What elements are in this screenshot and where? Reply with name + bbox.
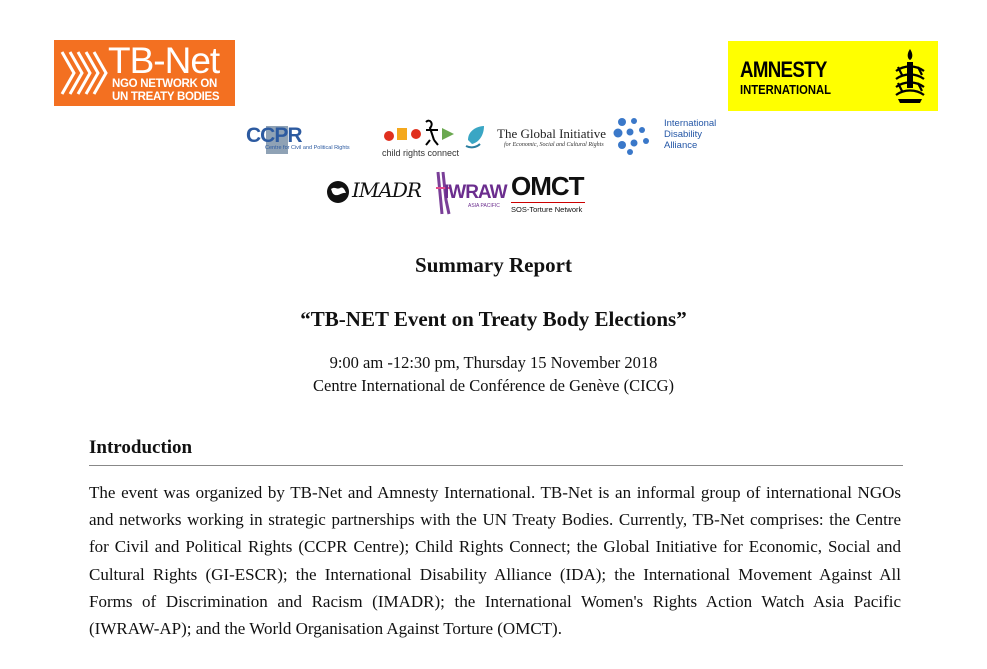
amnesty-logo [728,41,938,111]
omct-logo [511,172,591,216]
child-rights-connect-logo [382,118,458,160]
amnesty-line1: AMNESTY [740,57,827,82]
global-initiative-tagline: for Economic, Social and Cultural Rights [504,142,604,148]
iwraw-logo [434,170,507,216]
section-divider [89,465,903,466]
tbnet-stripes-icon [60,48,108,98]
ida-line2: Disability [664,129,703,140]
event-title: “TB-NET Event on Treaty Body Elections” [300,307,687,331]
global-initiative-leaf-icon [464,122,490,152]
tbnet-subtitle-line2: UN TREATY BODIES [112,91,220,103]
event-venue: Centre International de Conférence de Genève (CICG) [312,376,674,395]
imadr-logo [326,178,422,208]
global-initiative-logo [464,122,607,152]
child-rights-name: child rights connect [382,148,460,158]
event-time: 9:00 am -12:30 pm, Thursday 15 November 2018 [329,353,658,372]
ccpr-name: CCPR [246,124,302,147]
tbnet-title: TB-Net [108,40,220,81]
omct-tagline: SOS-Torture Network [511,205,583,214]
candle-barbed-wire-icon [892,47,928,105]
global-initiative-name: The Global Initiative [497,126,607,141]
tbnet-logo [54,40,235,106]
amnesty-line2: INTERNATIONAL [740,83,832,97]
iwraw-name: IWRAW [444,182,507,203]
imadr-globe-icon [326,180,350,204]
ccpr-tagline: Centre for Civil and Political Rights [265,145,350,151]
imadr-name: IMADR [352,178,421,202]
ida-line3: Alliance [664,140,698,151]
tbnet-subtitle-line1: NGO NETWORK ON [112,78,218,90]
intro-paragraph: The event was organized by TB-Net and Amnesty International. TB-Net is an informal group of international NGOs and networks working in strategic partnerships with the UN Treaty Bodies. Currently, TB-Net comprises: the Centre for Civil and Political Rights (CCPR Centre); Child Rights Connect; the Global Initiative for Economic, Social and Cultural Rights (GI-ESCR); the International Disability Alliance (IDA); the International Movement Against All Forms of Discrimination and Racism (IMADR); the International Women's Rights Action Watch Asia Pacific (IWRAW-AP); and the World Organisation Against Torture (OMCT). [89,483,901,639]
summary-title: Summary Report [415,253,572,277]
section-heading-introduction: Introduction [89,437,193,458]
ida-logo [612,116,727,156]
omct-rule [511,202,585,203]
child-rights-shapes-icon [382,118,458,146]
ida-dots-icon [612,116,658,156]
omct-name: OMCT [511,171,584,201]
iwraw-tagline: ASIA PACIFIC [468,203,500,209]
ccpr-logo [246,124,374,156]
ida-line1: International [664,118,717,129]
